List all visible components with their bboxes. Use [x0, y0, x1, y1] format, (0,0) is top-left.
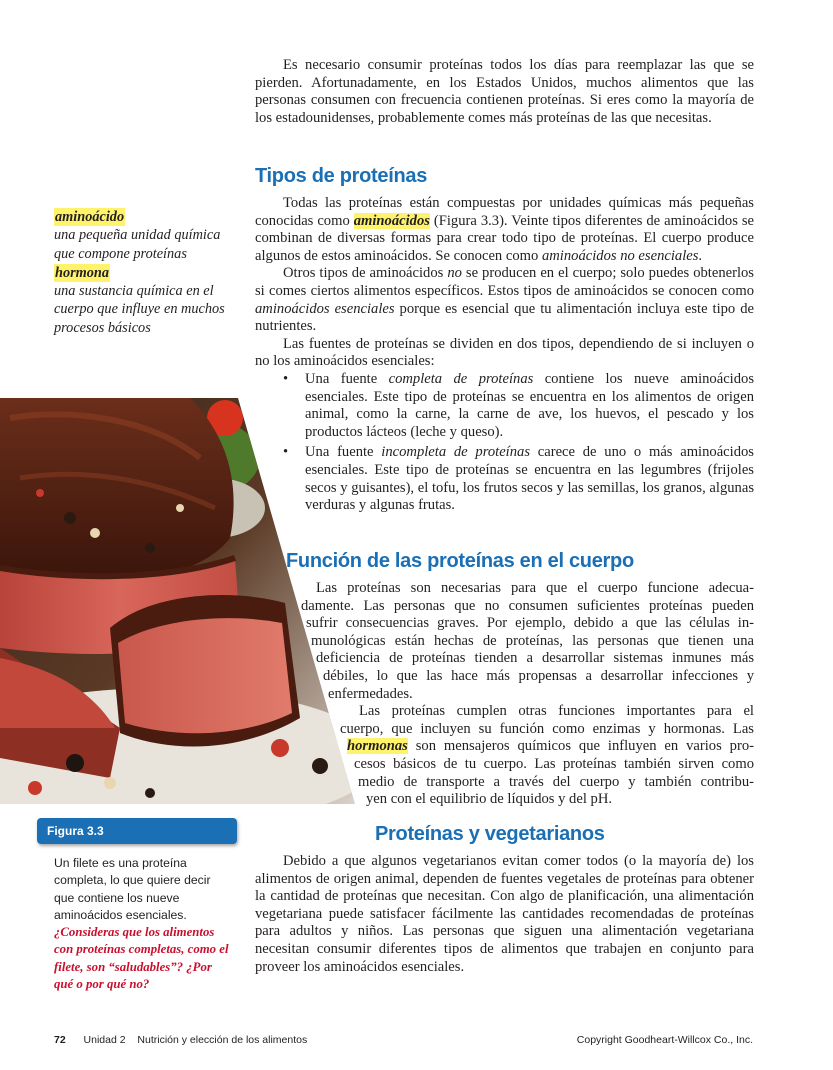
text-line: cesos básicos de tu cuerpo. Las proteínas también sirven como — [354, 755, 754, 772]
glossary-entry — [54, 264, 229, 337]
bullet-dot: • — [283, 370, 289, 387]
tipos-paragraph-2: Otros tipos de aminoácidos no se producen en el cuerpo; solo puedes obtenerlos si comes ciertos alimentos específicos. Estos tipos de aminoácidos se conocen como aminoácidos esenciales porque es esencial que tu alimentación incluya este tipo de nutrientes. — [255, 265, 754, 335]
text-line: damente. Las personas que no consumen suficientes proteínas pueden — [301, 597, 754, 614]
text-line: munológicas están hechas de proteínas, las personas que tienen una — [311, 632, 754, 649]
text-line: sufrir consecuencias graves. Por ejemplo, debido a que las células in- — [306, 615, 754, 632]
vegetarianos-text: Debido a que algunos vegetarianos evitan comer todos (o la mayoría de) los alimentos de origen animal, dependen de fuentes vegetales de proteínas para obtener la cantidad de proteínas que necesitan. Con algo de planificación, una alimentación vegetariana puede satisfacer fácilmente las cantidades recomendadas de proteínas para adultos y niños. Las personas que siguen una alimentación vegetariana necesitan consumir diferentes tipos de alimentos que trabajen en conjunto para proveer los aminoácidos esenciales. — [255, 853, 754, 975]
text-line: deficiencia de proteínas tienden a desarrollar sistemas inmunes más — [316, 650, 754, 667]
figure-label: Figura 3.3 — [37, 818, 237, 844]
copyright: Copyright Goodheart-Willcox Co., Inc. — [576, 1034, 753, 1046]
glossary-definition: una sustancia química en el cuerpo que influye en muchos procesos básicos — [54, 283, 225, 336]
heading-tipos-de-proteinas: Tipos de proteínas — [255, 165, 428, 187]
intro-paragraph — [255, 57, 754, 127]
glossary-definition: una pequeña unidad química que compone proteínas — [54, 227, 221, 262]
list-item: • Una fuente completa de proteínas contiene los nueve aminoácidos esenciales. Este tipo de proteínas se encuentra en los alimentos de origen animal, como la carne, la carne de ave, los huevos, el pescado y los productos lácteos (leche y queso). — [283, 370, 755, 440]
section-funcion-body — [0, 580, 754, 809]
term-aminoacidos: aminoácidos — [353, 212, 430, 229]
bullet-dot: • — [283, 444, 289, 461]
figure-question: ¿Consideras que los alimentos con proteínas completas, como el filete, son “saludables”? ¿Por qué o por qué no? — [54, 925, 229, 992]
chapter-title: Nutrición y elección de los alimentos — [137, 1034, 308, 1046]
text-line: débiles, lo que las hace más propensas a desarrollar infecciones y — [323, 667, 754, 684]
text-line: cuerpo, que incluyen su función como enzimas y hormonas. Las — [340, 720, 754, 737]
term-hormonas: hormonas — [347, 738, 408, 755]
tipos-paragraph-3: Las fuentes de proteínas se dividen en dos tipos, dependiendo de si incluyen o no los aminoácidos esenciales: — [255, 335, 754, 370]
heading-proteinas-vegetarianos: Proteínas y vegetarianos — [375, 823, 605, 845]
intro-text: Es necesario consumir proteínas todos los días para reemplazar las que se pierden. Afortunadamente, en los Estados Unidos, muchos alimentos que las personas consumen con frecuencia contienen proteínas. Si eres como la mayoría de los estadounidenses, probablemente comes más proteínas de las que necesitas. — [255, 57, 754, 126]
text-line: medio de transporte a través del cuerpo y también contribu- — [358, 773, 754, 790]
text-line: yen con el equilibrio de líquidos y del pH. — [366, 791, 613, 808]
tipos-paragraph-1: Todas las proteínas están compuestas por unidades químicas más pequeñas conocidas como aminoácidos (Figura 3.3). Veinte tipos diferentes de aminoácidos se combinan de diversas formas para crear todo tipo de proteínas. El cuerpo produce algunos de estos aminoácidos. Se conocen como aminoácidos no esenciales. — [255, 195, 754, 264]
figure-caption-text: Un filete es una proteína completa, lo que quiere decir que contiene los nueve aminoácidos esenciales. — [54, 856, 211, 922]
page-number: 72 — [54, 1034, 66, 1046]
glossary-entry — [54, 208, 229, 263]
footer-left — [54, 1034, 307, 1046]
text-line: Las proteínas cumplen otras funciones importantes para el — [359, 703, 754, 720]
heading-funcion-proteinas: Función de las proteínas en el cuerpo — [286, 550, 634, 572]
text-line: enfermedades. — [328, 685, 413, 702]
text-line: hormonas son mensajeros químicos que influyen en varios pro- — [347, 738, 754, 755]
figure-caption — [54, 855, 234, 993]
text-line: Las proteínas son necesarias para que el cuerpo funcione adecua- — [316, 580, 754, 596]
list-item: • Una fuente incompleta de proteínas carece de uno o más aminoácidos esenciales. Este tipo de proteínas se encuentra en las legumbres (frijoles secos y guisantes), el tofu, los frutos secos y las semillas, los granos, algunas verduras y algunas frutas. — [283, 444, 754, 514]
glossary-sidebar — [54, 208, 229, 337]
section-vegetarianos-body — [255, 853, 754, 976]
glossary-term: hormona — [55, 264, 110, 281]
unit-label: Unidad 2 — [83, 1034, 126, 1046]
glossary-term: aminoácido — [55, 209, 125, 225]
